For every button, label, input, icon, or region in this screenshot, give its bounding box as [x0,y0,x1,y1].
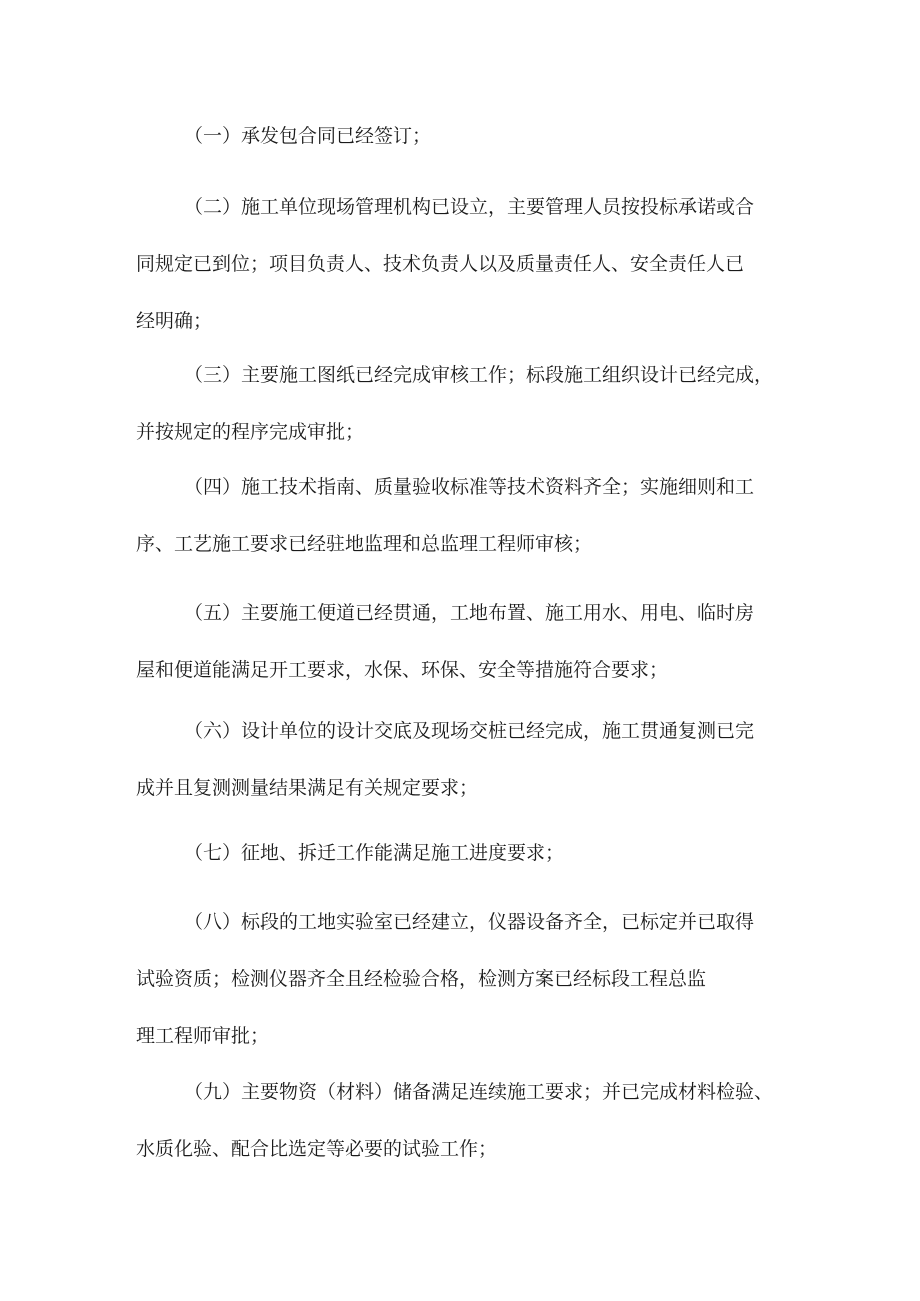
paragraph-line: （五）主要施工便道已经贯通，工地布置、施工用水、用电、临时房 [184,602,755,624]
paragraph-line: （九）主要物资（材料）储备满足连续施工要求；并已完成材料检验、 [184,1081,774,1103]
paragraph-1 [136,108,796,165]
paragraph-line: 屋和便道能满足开工要求，水保、环保、安全等措施符合要求； [136,659,669,681]
paragraph-3 [136,347,796,461]
paragraph-9 [136,1064,796,1178]
paragraph-line: （六）设计单位的设计交底及现场交桩已经完成，施工贯通复测已完 [184,720,755,742]
paragraph-5 [136,585,796,699]
paragraph-line: （三）主要施工图纸已经完成审核工作；标段施工组织设计已经完成， [184,364,774,386]
paragraph-line: 水质化验、配合比选定等必要的试验工作； [136,1138,498,1160]
paragraph-line: 成并且复测测量结果满足有关规定要求； [136,777,479,799]
paragraph-line: 经明确； [136,310,213,332]
paragraph-line: （二）施工单位现场管理机构已设立，主要管理人员按投标承诺或合 [184,196,755,218]
paragraph-line: （四）施工技术指南、质量验收标准等技术资料齐全；实施细则和工 [184,476,755,498]
paragraph-line: 理工程师审批； [136,1025,270,1047]
paragraph-line: 并按规定的程序完成审批； [136,421,365,443]
paragraph-8 [136,894,796,1065]
paragraph-4 [136,459,796,573]
paragraph-line: （一）承发包合同已经签订； [184,125,432,147]
paragraph-7 [136,825,796,882]
paragraph-line: 同规定已到位；项目负责人、技术负责人以及质量责任人、安全责任人已 [136,253,745,275]
paragraph-6 [136,703,796,817]
paragraph-line: 试验资质；检测仪器齐全且经检验合格，检测方案已经标段工程总监 [136,968,707,990]
paragraph-2 [136,179,796,350]
paragraph-line: （八）标段的工地实验室已经建立，仪器设备齐全，已标定并已取得 [184,911,755,933]
paragraph-line: （七）征地、拆迁工作能满足施工进度要求； [184,842,565,864]
paragraph-line: 序、工艺施工要求已经驻地监理和总监理工程师审核； [136,533,593,555]
